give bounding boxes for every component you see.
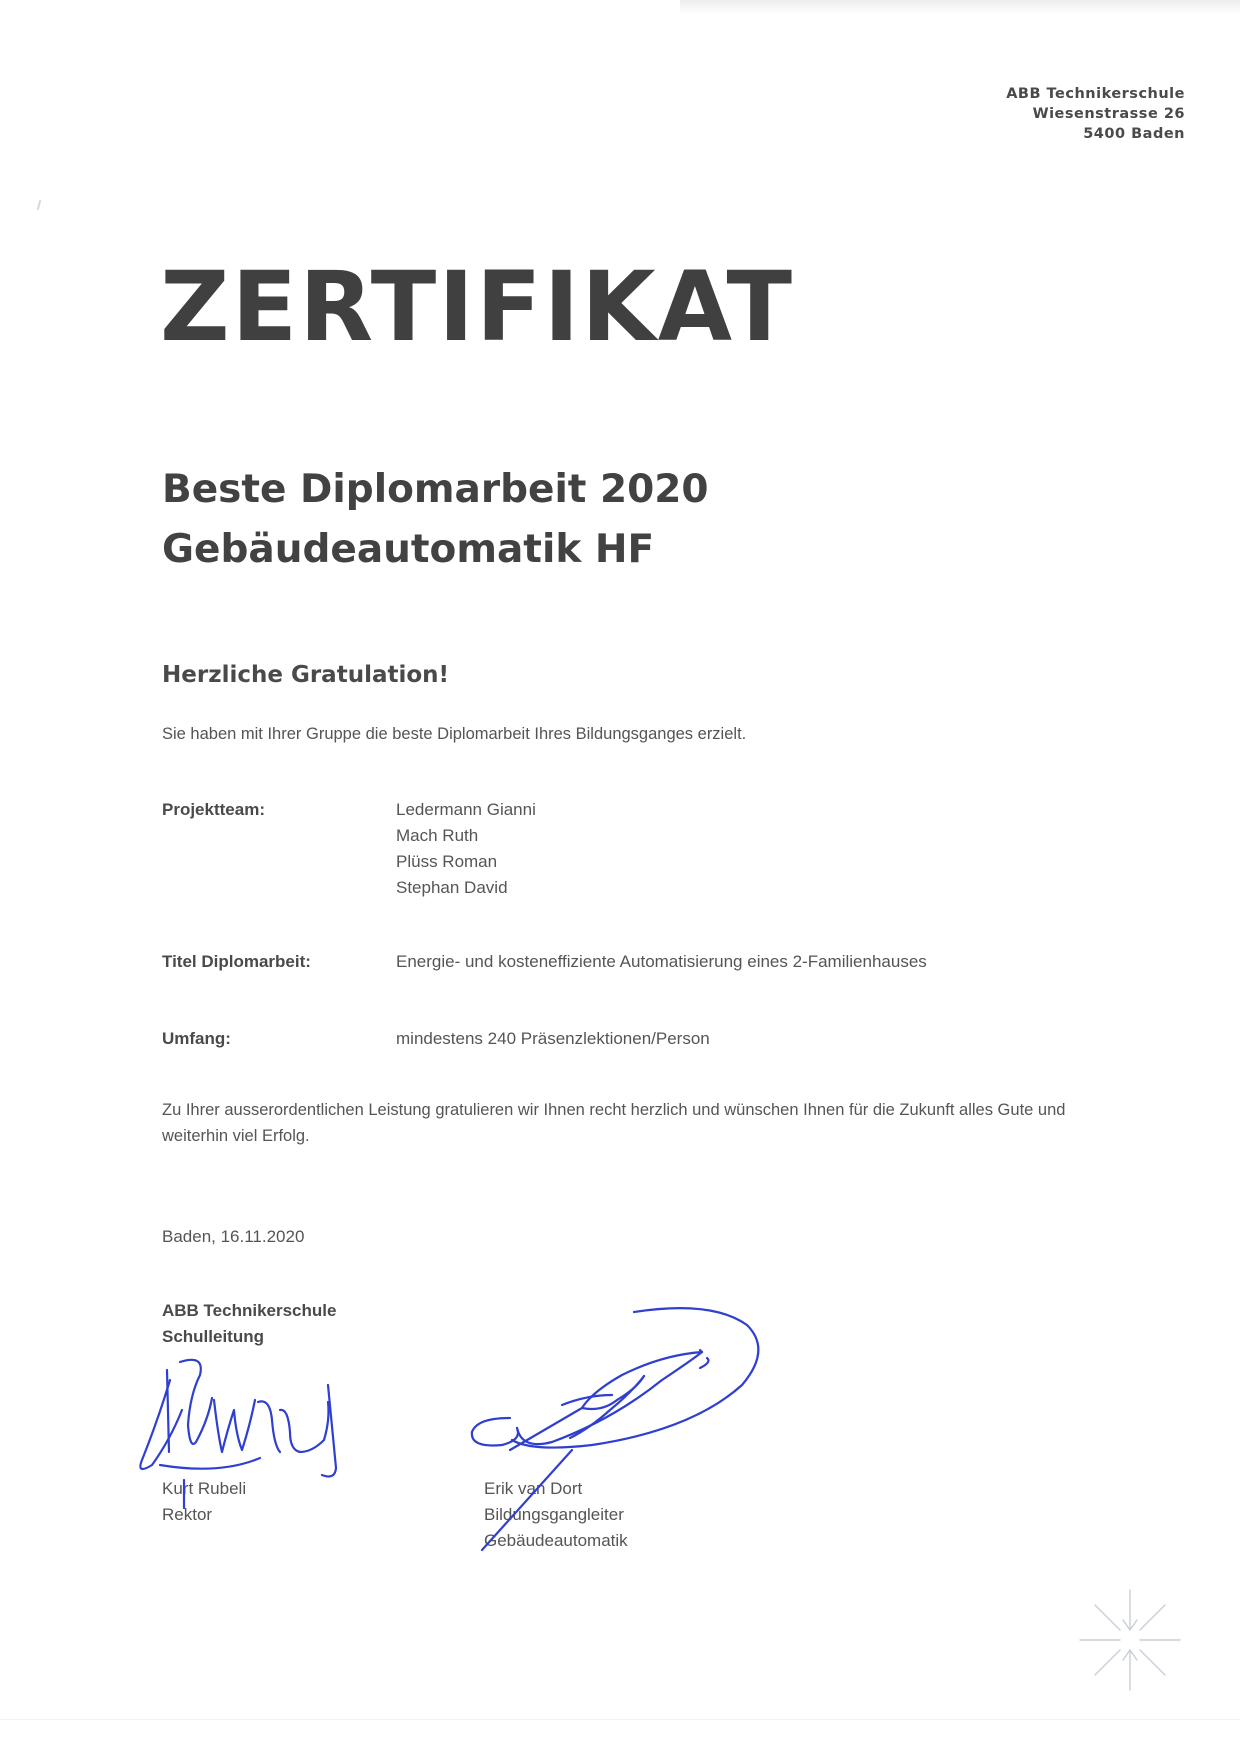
team-member: Ledermann Gianni	[396, 800, 536, 819]
date-place: Baden, 16.11.2020	[162, 1227, 305, 1246]
award-line-1: Beste Diplomarbeit 2020	[162, 467, 709, 512]
scan-shadow-top	[680, 0, 1240, 14]
thesis-title-label: Titel Diplomarbeit:	[162, 952, 311, 971]
team-list	[396, 797, 536, 901]
star-emblem-icon	[1075, 1585, 1185, 1695]
scope-label: Umfang:	[162, 1029, 231, 1048]
signature-van-dort	[462, 1300, 782, 1550]
team-member: Stephan David	[396, 878, 508, 897]
signer-role: Rektor	[162, 1505, 213, 1524]
closing-text: Zu Ihrer ausserordentlichen Leistung gratulieren wir Ihnen recht herzlich und wünschen Ihnen für die Zukunft alles Gute und weiterhin viel Erfolg.	[162, 1101, 1066, 1145]
sender-name: ABB Technikerschule	[1006, 86, 1185, 102]
signer-role-2: Gebäudeautomatik	[484, 1531, 628, 1550]
team-member: Mach Ruth	[396, 826, 479, 845]
thesis-title-value: Energie- und kosteneffiziente Automatisierung eines 2-Familienhauses	[396, 952, 927, 971]
signature-rubeli	[130, 1340, 350, 1510]
sender-city: 5400 Baden	[1083, 126, 1185, 142]
issuer-unit: Schulleitung	[162, 1327, 264, 1346]
signer-name: Erik van Dort	[484, 1479, 583, 1498]
team-member: Plüss Roman	[396, 852, 498, 871]
sender-street: Wiesenstrasse 26	[1032, 106, 1185, 122]
scan-speck	[37, 200, 42, 210]
gratulation-heading: Herzliche Gratulation!	[162, 662, 450, 688]
award-line-2: Gebäudeautomatik HF	[162, 527, 655, 572]
issuer-school: ABB Technikerschule	[162, 1301, 337, 1320]
document-title: ZERTIFIKAT	[160, 251, 795, 363]
scope-value: mindestens 240 Präsenzlektionen/Person	[396, 1029, 710, 1048]
award-heading	[162, 460, 709, 580]
sender-address	[1006, 84, 1185, 144]
intro-text: Sie haben mit Ihrer Gruppe die beste Diplomarbeit Ihres Bildungsganges erzielt.	[162, 725, 747, 743]
team-label: Projektteam:	[162, 800, 265, 819]
signer-name: Kurt Rubeli	[162, 1479, 247, 1498]
scan-line-bottom	[0, 1719, 1240, 1720]
signer-role: Bildungsgangleiter	[484, 1505, 624, 1524]
